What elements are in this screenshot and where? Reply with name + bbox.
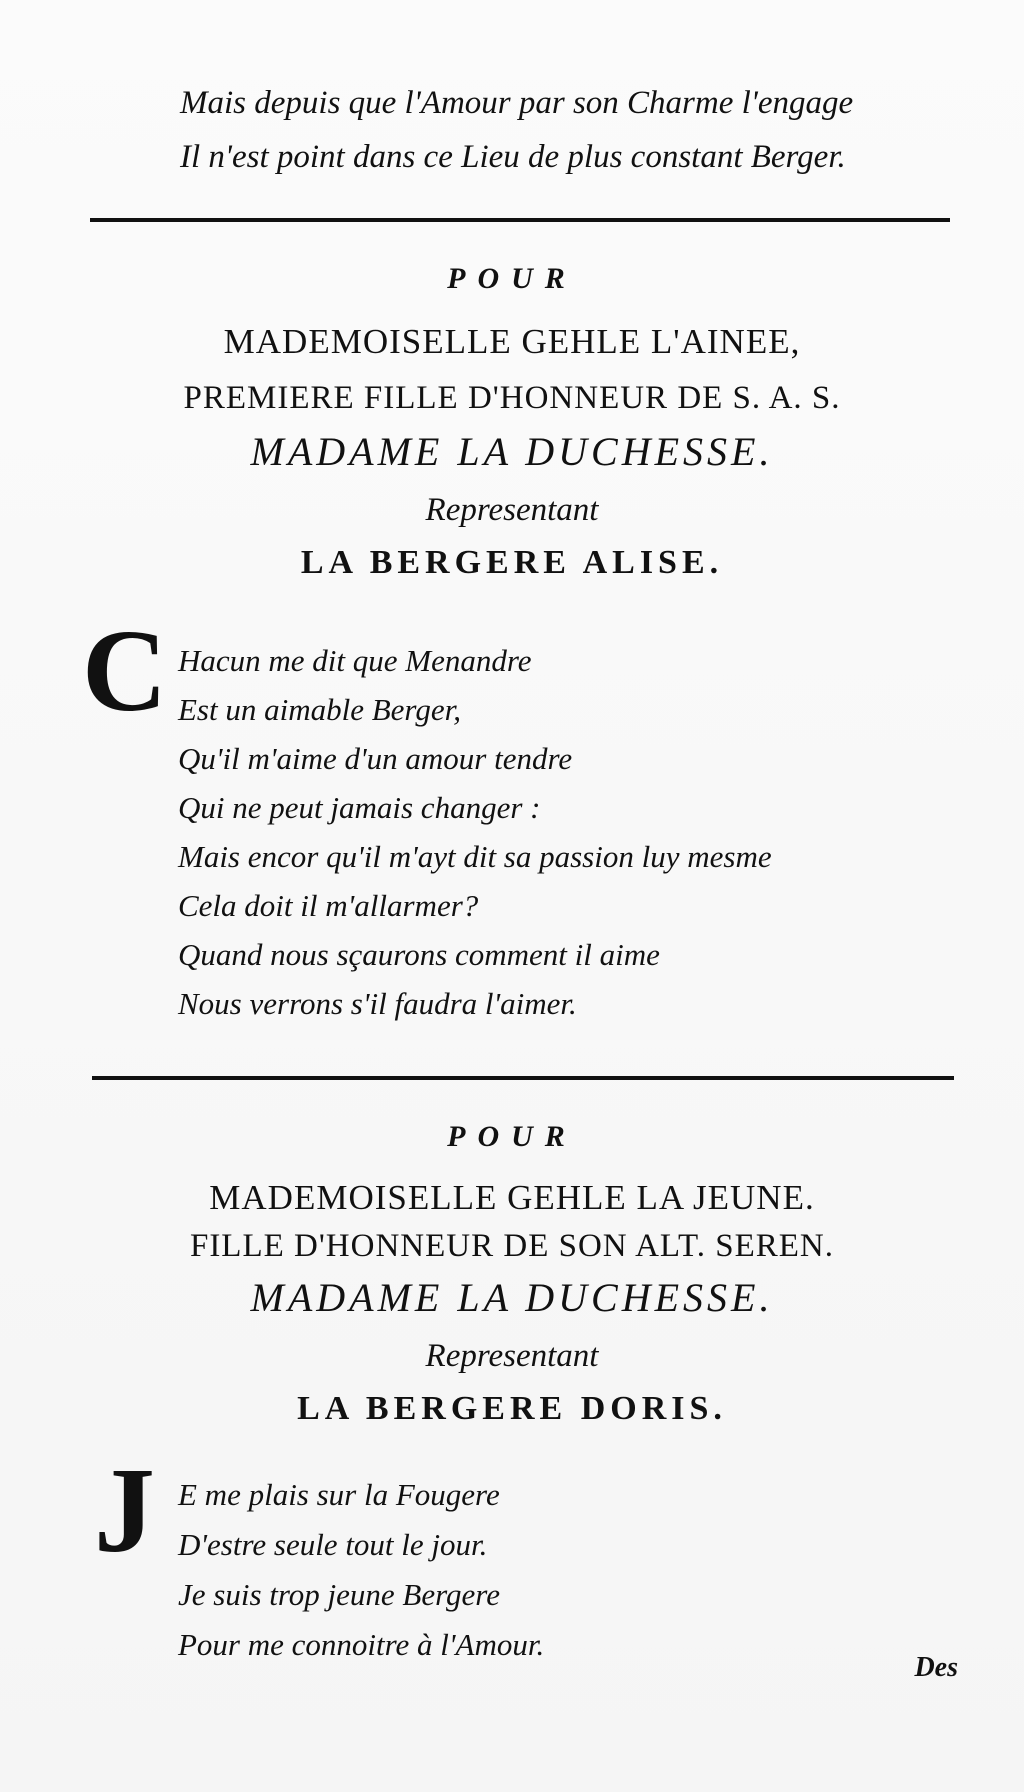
section2-dropcap: J [94,1443,155,1578]
poem-line: Cela doit il m'allarmer? [178,888,479,923]
section1-dropcap: C [82,605,168,736]
poem-line: D'estre seule tout le jour. [178,1527,488,1562]
poem-line: Je suis trop jeune Bergere [178,1577,500,1612]
poem-line: Pour me connoitre à l'Amour. [178,1627,545,1662]
section2-duchess: MADAME LA DUCHESSE. [250,1275,774,1320]
section2-representant: Representant [425,1338,599,1374]
section2-title: FILLE D'HONNEUR DE SON ALT. SEREN. [189,1228,835,1264]
section2-poem [178,1470,958,1670]
section2-name: MADEMOISELLE GEHLE LA JEUNE. [209,1178,815,1217]
section1-poem [178,636,958,1028]
top-verse [180,76,960,184]
section1-representant: Representant [425,492,599,528]
poem-line: Quand nous sçaurons comment il aime [178,937,660,972]
section1-duchess: MADAME LA DUCHESSE. [250,429,774,474]
poem-line: Mais encor qu'il m'ayt dit sa passion luy mesme [178,839,772,874]
poem-line: Hacun me dit que Menandre [178,643,532,678]
section-divider-2 [92,1076,954,1080]
top-verse-line-2: Il n'est point dans ce Lieu de plus constant Berger. [180,139,846,175]
poem-line: Qui ne peut jamais changer : [178,790,541,825]
poem-line: Est un aimable Berger, [178,692,461,727]
poem-line: Nous verrons s'il faudra l'aimer. [178,986,577,1021]
section1-title: PREMIERE FILLE D'HONNEUR DE S. A. S. [183,380,841,416]
section2-role: LA BERGERE DORIS. [297,1390,727,1427]
catchword: Des [914,1652,958,1683]
top-verse-line-1: Mais depuis que l'Amour par son Charme l'engage [180,85,854,121]
poem-line: Qu'il m'aime d'un amour tendre [178,741,573,776]
section-divider-1 [90,218,950,222]
section1-pour-heading: POUR [447,262,577,295]
section2-pour-heading: POUR [447,1120,577,1153]
section1-name: MADEMOISELLE GEHLE L'AINEE, [223,322,801,361]
section1-role: LA BERGERE ALISE. [300,544,724,581]
poem-line: E me plais sur la Fougere [178,1477,500,1512]
